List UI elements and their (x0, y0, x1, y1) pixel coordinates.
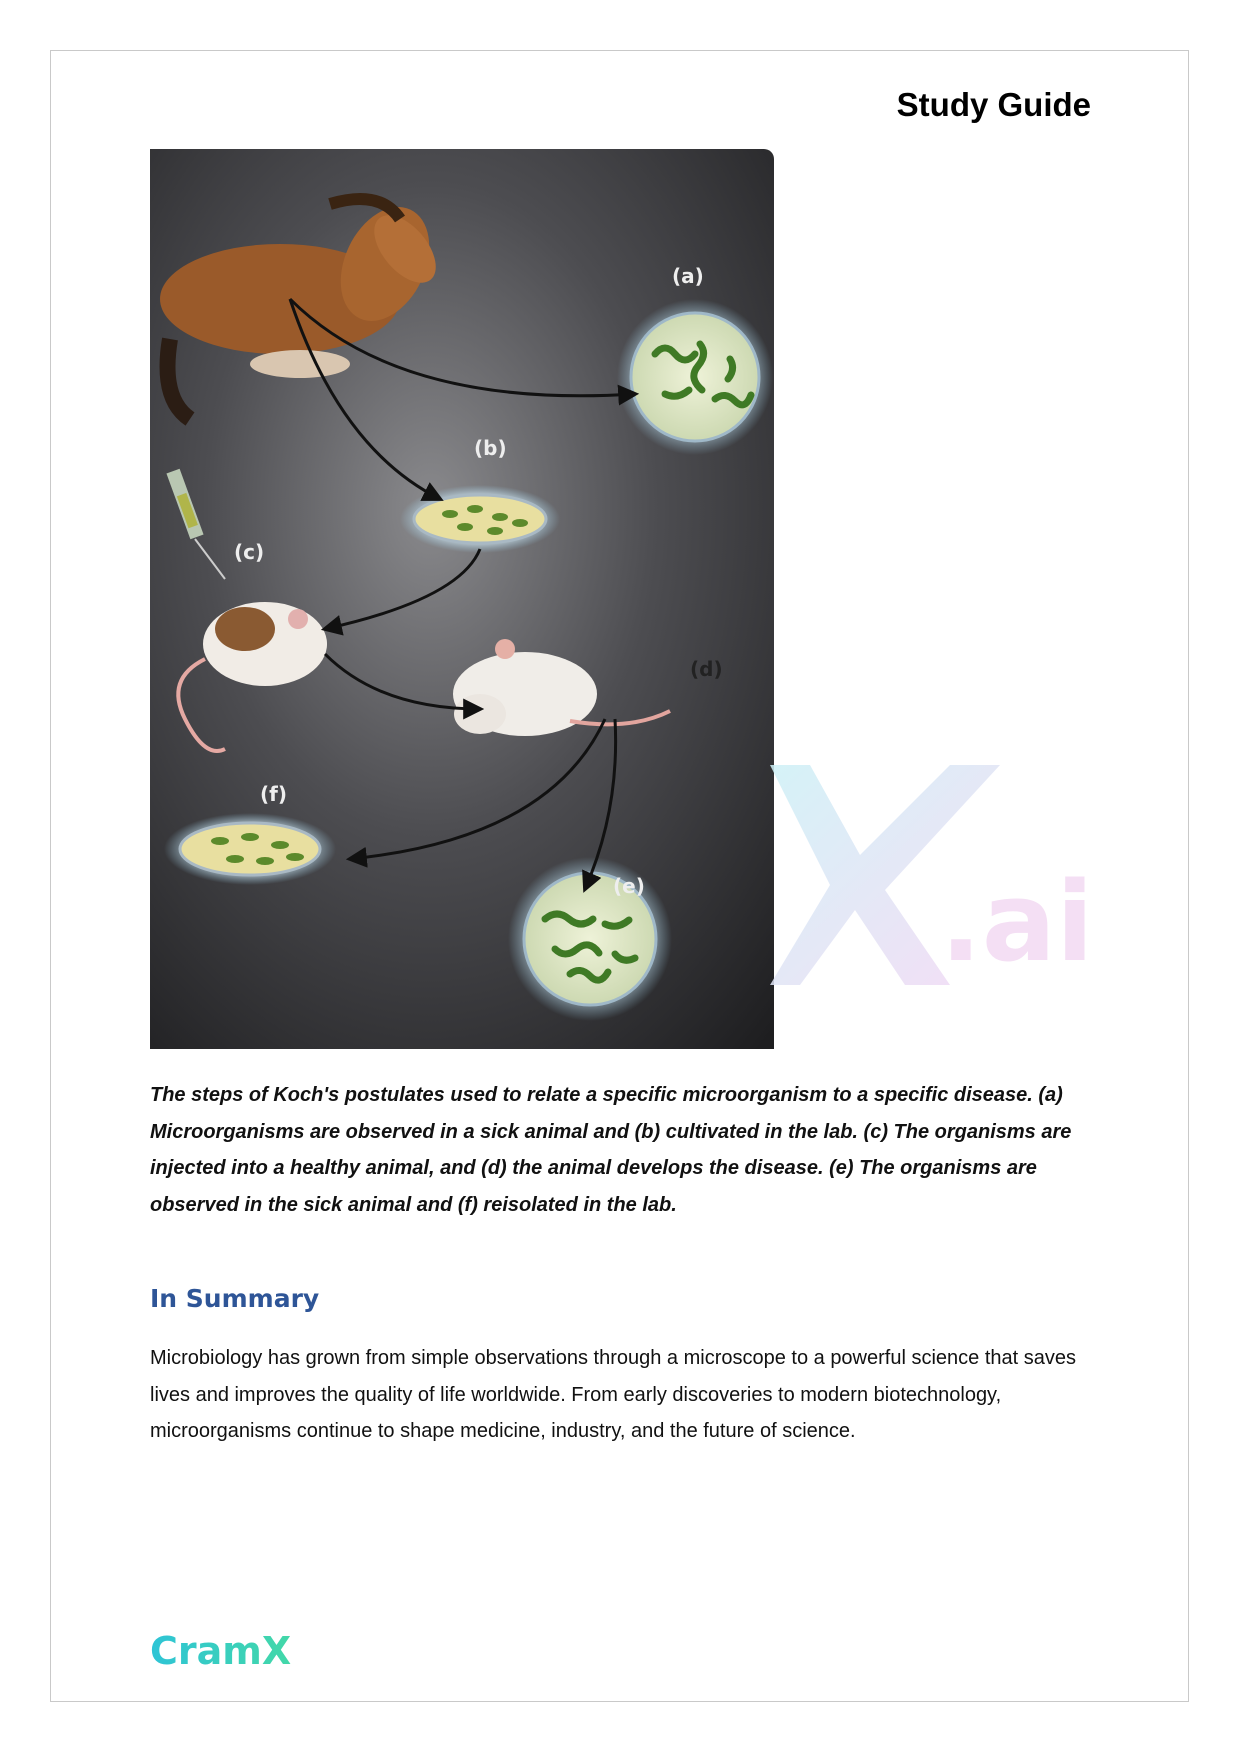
label-e: (e) (613, 874, 645, 898)
label-a: (a) (672, 264, 704, 288)
figure-caption: The steps of Koch's postulates used to relate a specific microorganism to a specific disease. (a) Microorganisms are observed in a sick animal and (b) cultivated in the lab. (c) The organisms are injected into a healthy animal, and (d) the animal develops the disease. (e) The organisms are observed in the sick animal and (f) reisolated in the lab. (150, 1084, 1072, 1216)
koch-postulates-figure (150, 149, 774, 1049)
label-f: (f) (260, 782, 287, 806)
logo-wordmark: CramX (150, 1629, 292, 1673)
petri-dish-b (400, 485, 560, 553)
watermark-text: .ai (940, 858, 1094, 986)
micro-view-a (617, 299, 773, 455)
cramx-logo (150, 1624, 300, 1674)
summary-body: Microbiology has grown from simple observations through a microscope to a powerful science that saves lives and improves the quality of life worldwide. From early discoveries to modern biotechnology, microorganisms continue to shape medicine, industry, and the future of science. (150, 1347, 1076, 1442)
label-d: (d) (690, 657, 723, 681)
label-b: (b) (474, 436, 507, 460)
petri-dish-f (164, 813, 336, 885)
micro-view-e (508, 857, 672, 1021)
watermark (770, 755, 1100, 995)
label-c: (c) (234, 540, 265, 564)
page-title: Study Guide (896, 86, 1091, 123)
summary-heading: In Summary (150, 1284, 320, 1313)
